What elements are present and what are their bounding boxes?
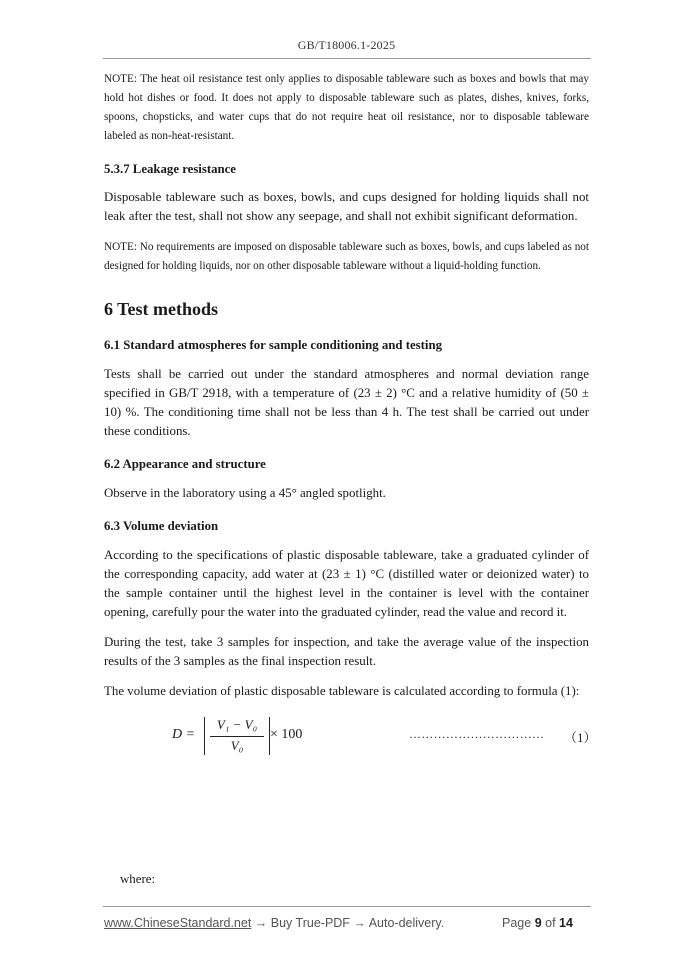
para-6-1: Tests shall be carried out under the standard atmospheres and normal deviation range specified in GB/T 2918, with a temperature of (23 ± 2) °C and a relative humidity of (50 ± 10) %. The conditioning time shall not be less than 4 h. The test shall be carried out under these conditions. <box>104 367 589 438</box>
formula-multiplier: × 100 <box>270 727 303 742</box>
heading-6-3: 6.3 Volume deviation <box>104 519 219 533</box>
footer-promo-text: → Buy True-PDF → Auto-delivery. <box>251 916 445 930</box>
page-counter <box>502 916 573 930</box>
of-word: of <box>545 916 556 930</box>
para-6-3-2: During the test, take 3 samples for inspection, and take the average value of the inspection results of the 3 samples as the final inspection result. <box>104 635 589 668</box>
footer-site-link[interactable]: www.ChineseStandard.net <box>104 916 252 930</box>
note-leakage: NOTE: No requirements are imposed on disposable tableware such as boxes, bowls, and cups labeled as not designed for holding liquids, nor on other disposable tableware without a liquid-holding function. <box>104 241 589 272</box>
heading-6-1: 6.1 Standard atmospheres for sample conditioning and testing <box>104 338 442 352</box>
page-body <box>104 70 597 761</box>
fraction-bar <box>210 736 264 737</box>
formula-leader-dots: …………………………… <box>409 727 545 741</box>
formula-1 <box>104 715 597 761</box>
total-pages: 14 <box>559 916 573 930</box>
header-rule <box>103 58 591 59</box>
formula-numerator: V₁ − V₀ <box>216 717 258 732</box>
heading-6: 6 Test methods <box>104 299 219 319</box>
para-leakage: Disposable tableware such as boxes, bowls, and cups designed for holding liquids shall not leak after the test, shall not show any seepage, and shall not exhibit significant deformation. <box>104 190 589 223</box>
where-label: where: <box>120 872 156 886</box>
current-page-number: 9 <box>534 916 542 930</box>
formula-absolute-value <box>204 717 270 755</box>
page-header: GB/T18006.1-2025 <box>297 38 396 52</box>
heading-5-3-7: 5.3.7 Leakage resistance <box>104 162 236 176</box>
para-6-2: Observe in the laboratory using a 45° angled spotlight. <box>104 486 386 500</box>
para-6-3-3: The volume deviation of plastic disposable tableware is calculated according to formula (1): <box>104 684 580 698</box>
footer-promo <box>104 916 444 930</box>
footer-rule <box>103 906 591 907</box>
page-word: Page <box>502 916 532 930</box>
formula-denominator: V₀ <box>230 738 244 753</box>
para-6-3-1: According to the specifications of plastic disposable tableware, take a graduated cylinder of the corresponding capacity, add water at (23 ± 1) °C (distilled water or deionized water) to the sample container until the highest level in the container is level with the container opening, carefully pour the water into the graduated cylinder, read the value and record it. <box>104 548 589 619</box>
formula-lhs: D = <box>172 727 196 742</box>
heading-6-2: 6.2 Appearance and structure <box>104 457 266 471</box>
formula-number: （1） <box>564 730 597 745</box>
note-heat-oil: NOTE: The heat oil resistance test only applies to disposable tableware such as boxes and bowls that may hold hot dishes or food. It does not apply to disposable tableware such as plates, dishes, knives, forks, spoons, chopsticks, and water cups that do not require heat oil resistance, nor to disposable tableware labeled as non-heat-resistant. <box>104 73 589 142</box>
